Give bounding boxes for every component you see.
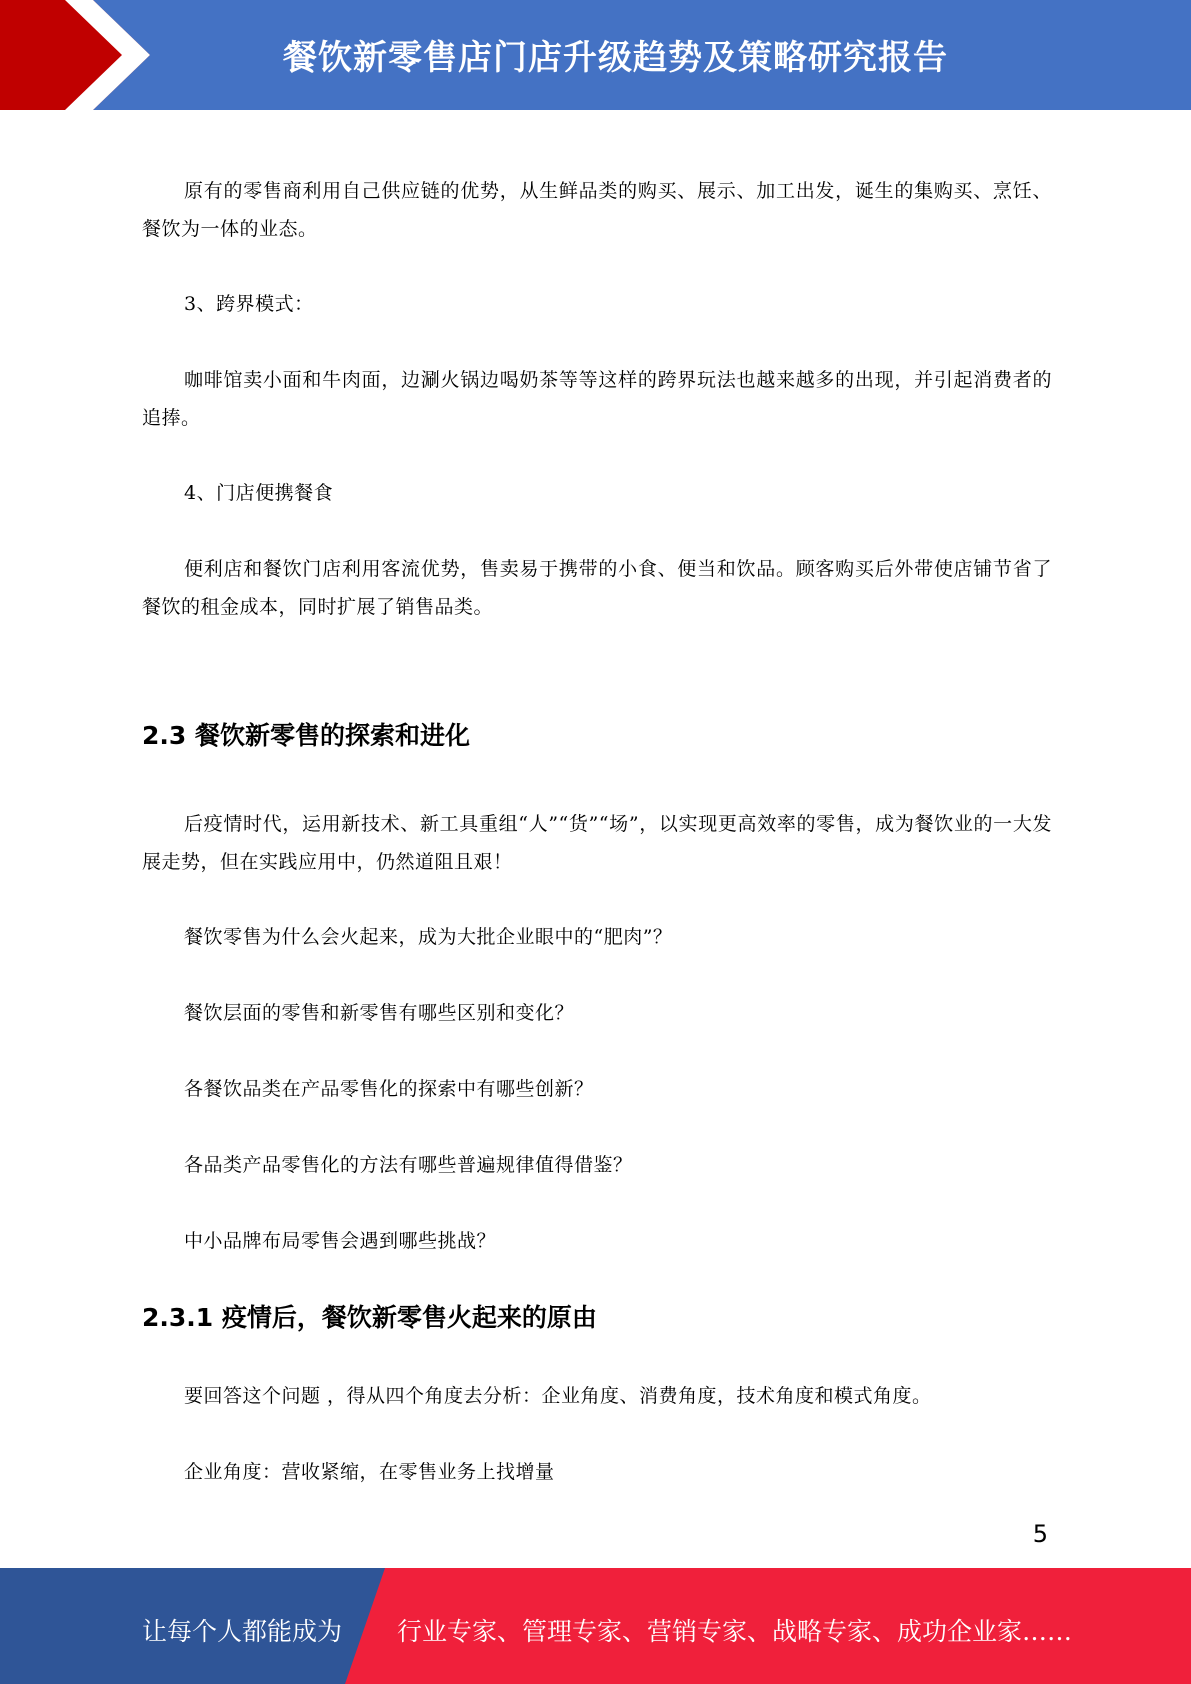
paragraph: 企业角度：营收紧缩，在零售业务上找增量 [184,1461,555,1483]
question-item: 餐饮零售为什么会火起来，成为大批企业眼中的“肥肉”？ [184,926,673,948]
paragraph: 便利店和餐饮门店利用客流优势，售卖易于携带的小食、便当和饮品。顾客购买后外带使店铺节省了餐饮的租金成本，同时扩展了销售品类。 [142,558,1052,618]
paragraph: 要回答这个问题 ，得从四个角度去分析：企业角度、消费角度，技术角度和模式角度。 [184,1385,932,1407]
question-item: 餐饮层面的零售和新零售有哪些区别和变化？ [184,1002,575,1024]
question-item: 各餐饮品类在产品零售化的探索中有哪些创新？ [184,1078,594,1100]
paragraph: 原有的零售商利用自己供应链的优势，从生鲜品类的购买、展示、加工出发，诞生的集购买、烹饪、餐饮为一体的业态。 [142,180,1052,240]
question-item: 中小品牌布局零售会遇到哪些挑战？ [184,1230,497,1252]
report-title: 餐饮新零售店门店升级趋势及策略研究报告 [283,38,948,78]
footer-slogan-left: 让每个人都能成为 [142,1617,343,1646]
paragraph: 咖啡馆卖小面和牛肉面，边涮火锅边喝奶茶等等这样的跨界玩法也越来越多的出现，并引起消费者的追捧。 [142,369,1052,429]
subsection-heading: 2.3.1 疫情后，餐饮新零售火起来的原由 [142,1303,597,1332]
list-item: 4、门店便携餐食 [184,482,334,504]
page-number: 5 [1032,1520,1048,1548]
list-item: 3、跨界模式： [184,293,314,315]
paragraph: 后疫情时代，运用新技术、新工具重组“人”“货”“场”，以实现更高效率的零售，成为餐饮业的一大发展走势，但在实践应用中，仍然道阻且艰！ [142,813,1052,873]
section-heading: 2.3 餐饮新零售的探索和进化 [142,721,470,750]
footer-slogan-right: 行业专家、管理专家、营销专家、战略专家、成功企业家…… [397,1617,1073,1646]
question-item: 各品类产品零售化的方法有哪些普遍规律值得借鉴？ [184,1154,633,1176]
